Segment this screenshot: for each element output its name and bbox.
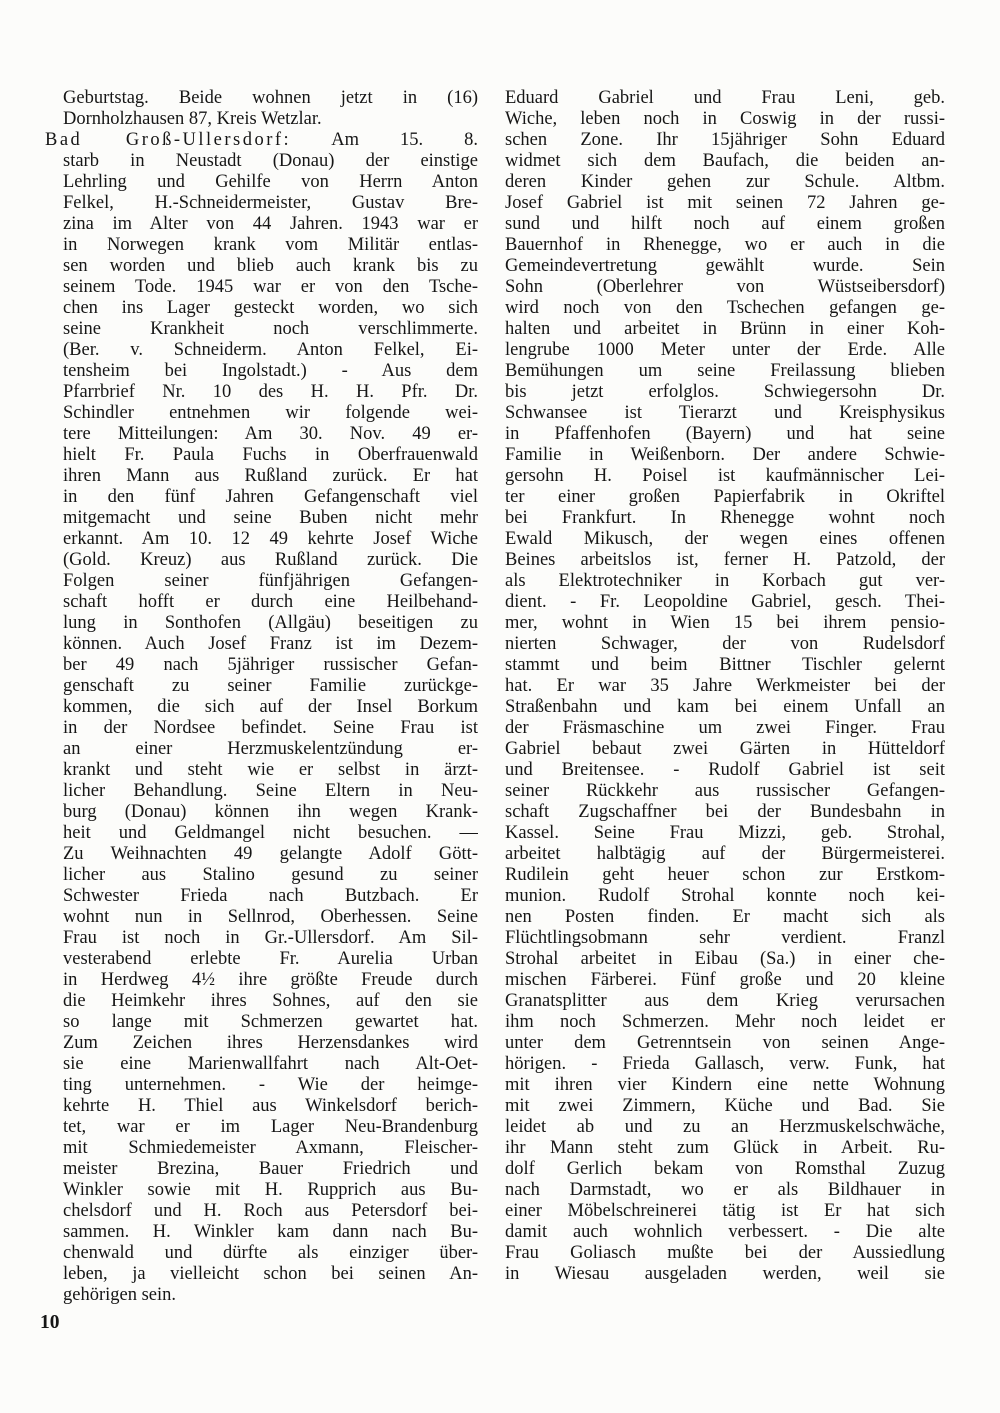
text-line: ber 49 nach 5jähriger russischer Gefan- <box>63 655 478 675</box>
text-line: Bauernhof in Rhenegge, wo er auch in die <box>505 235 945 255</box>
text-line: chenwald und dürfte als einziger über- <box>63 1243 478 1263</box>
entry-heading: Bad Groß-Ullersdorf: <box>45 130 292 150</box>
text-line: ter einer großen Papierfabrik in Okriftel <box>505 487 945 507</box>
text-line: Beines arbeitslos ist, ferner H. Patzold, der <box>505 550 945 570</box>
text-line: tet, war er im Lager Neu-Brandenburg <box>63 1117 478 1137</box>
text-line: hielt Fr. Paula Fuchs in Oberfrauenwald <box>63 445 478 465</box>
text-line: Lehrling und Gehilfe von Herrn Anton <box>63 172 478 192</box>
text-line: Schindler entnehmen wir folgende wei- <box>63 403 478 423</box>
text-line: nach Darmstadt, wo er als Bildhauer in <box>505 1180 945 1200</box>
text-line: seiner Rückkehr aus russischer Gefangen- <box>505 781 945 801</box>
text-line: stammt und beim Bittner Tischler gelernt <box>505 655 945 675</box>
text-line: ihr Mann steht zum Glück in Arbeit. Ru- <box>505 1138 945 1158</box>
text-line: ting unternehmen. - Wie der heimge- <box>63 1075 478 1095</box>
text-line: Straßenbahn und kam bei einem Unfall an <box>505 697 945 717</box>
text-line: ihm noch Schmerzen. Mehr noch leidet er <box>505 1012 945 1032</box>
continuation-paragraph <box>63 88 478 130</box>
text-line: arbeitet halbtägig auf der Bürgermeisterei. <box>505 844 945 864</box>
text-line: Zum Zeichen ihres Herzensdankes wird <box>63 1033 478 1053</box>
text-line: hörigen. - Frieda Gallasch, verw. Funk, hat <box>505 1054 945 1074</box>
text-line: mit zwei Zimmern, Küche und Bad. Sie <box>505 1096 945 1116</box>
text-line: deren Kinder gehen zur Schule. Altbm. <box>505 172 945 192</box>
text-line: leben, ja vielleicht schon bei seinen An- <box>63 1264 478 1284</box>
text-line: burg (Donau) können ihn wegen Krank- <box>63 802 478 822</box>
text-line: lengrube 1000 Meter unter der Erde. Alle <box>505 340 945 360</box>
text-line: ihren Mann aus Rußland zurück. Er hat <box>63 466 478 486</box>
text-line: mer, wohnt in Wien 15 bei ihrem pensio- <box>505 613 945 633</box>
text-line: zina im Alter von 44 Jahren. 1943 war er <box>63 214 478 234</box>
text-line: die Heimkehr ihres Sohnes, auf den sie <box>63 991 478 1011</box>
text-line: wird noch von den Tschechen gefangen ge- <box>505 298 945 318</box>
text-line: Bemühungen um seine Freilassung blieben <box>505 361 945 381</box>
text-line: genschaft zu seiner Familie zurückge- <box>63 676 478 696</box>
text-line: munion. Rudolf Strohal konnte noch kei- <box>505 886 945 906</box>
text-line: krankt und steht wie er selbst in ärzt- <box>63 760 478 780</box>
text-line: Gabriel bebaut zwei Gärten in Hütteldorf <box>505 739 945 759</box>
text-line: Gemeindevertretung gewählt wurde. Sein <box>505 256 945 276</box>
text-line: in Wiesau ausgeladen werden, weil sie <box>505 1264 945 1284</box>
text-line: vesterabend erlebte Fr. Aurelia Urban <box>63 949 478 969</box>
text-line: Geburtstag. Beide wohnen jetzt in (16) <box>63 88 478 108</box>
text-line: mit Schmiedemeister Axmann, Fleischer- <box>63 1138 478 1158</box>
text-line: mischen Färberei. Fünf große und 20 kleine <box>505 970 945 990</box>
text-line: sie eine Marienwallfahrt nach Alt-Oet- <box>63 1054 478 1074</box>
entry-paragraph <box>45 130 478 1306</box>
text-line: Flüchtlingsobmann sehr verdient. Franzl <box>505 928 945 948</box>
entry-first-line <box>45 130 478 151</box>
text-line: Kassel. Seine Frau Mizzi, geb. Strohal, <box>505 823 945 843</box>
text-line: in Herdweg 4½ ihre größte Freude durch <box>63 970 478 990</box>
text-line: tere Mitteilungen: Am 30. Nov. 49 er- <box>63 424 478 444</box>
text-line: licher Behandlung. Seine Eltern in Neu- <box>63 781 478 801</box>
text-line: Familie in Weißenborn. Der andere Schwie- <box>505 445 945 465</box>
page-number: 10 <box>40 1312 60 1333</box>
text-line: Zu Weihnachten 49 gelangte Adolf Gött- <box>63 844 478 864</box>
text-line: tensheim bei Ingolstadt.) - Aus dem <box>63 361 478 381</box>
text-line: sund und hilft noch auf einem großen <box>505 214 945 234</box>
text-line: dient. - Fr. Leopoldine Gabriel, gesch. Thei- <box>505 592 945 612</box>
text-line: wohnt nun in Sellnrod, Oberhessen. Seine <box>63 907 478 927</box>
text-line: Dornholzhausen 87, Kreis Wetzlar. <box>63 109 322 129</box>
text-line: an einer Herzmuskelentzündung er- <box>63 739 478 759</box>
text-line: schaft hofft er durch eine Heilbehand- <box>63 592 478 612</box>
text-line: seinem Tode. 1945 war er von den Tsche- <box>63 277 478 297</box>
text-line: Wiche, leben noch in Coswig in der russi- <box>505 109 945 129</box>
text-line: der Fräsmaschine um zwei Finger. Frau <box>505 718 945 738</box>
text-line: leidet ab und zu an Herzmuskelschwäche, <box>505 1117 945 1137</box>
text-line: Strohal arbeitet in Eibau (Sa.) in einer che- <box>505 949 945 969</box>
text-line: unter dem Getrenntsein von seinen Ange- <box>505 1033 945 1053</box>
text-line: Frau ist noch in Gr.-Ullersdorf. Am Sil- <box>63 928 478 948</box>
text-line: nierten Schwager, der von Rudelsdorf <box>505 634 945 654</box>
text-line: Winkler sowie mit H. Rupprich aus Bu- <box>63 1180 478 1200</box>
text-line: schaft Zugschaffner bei der Bundesbahn in <box>505 802 945 822</box>
text-line: Josef Gabriel ist mit seinen 72 Jahren ge- <box>505 193 945 213</box>
text-line: hat. Er war 35 Jahre Werkmeister bei der <box>505 676 945 696</box>
text-line: chen ins Lager gesteckt worden, wo sich <box>63 298 478 318</box>
text-line: starb in Neustadt (Donau) der einstige <box>63 151 478 171</box>
text-line: kommen, die sich auf der Insel Borkum <box>63 697 478 717</box>
text-line: Felkel, H.-Schneidermeister, Gustav Bre- <box>63 193 478 213</box>
text-line: Frau Goliasch mußte bei der Aussiedlung <box>505 1243 945 1263</box>
text-line: so lange mit Schmerzen gewartet hat. <box>63 1012 478 1032</box>
text-line: erkannt. Am 10. 12 49 kehrte Josef Wiche <box>63 529 478 549</box>
text-line: heit und Geldmangel nicht besuchen. — <box>63 823 478 843</box>
entry-body <box>63 151 478 1306</box>
text-line: in Pfaffenhofen (Bayern) und hat seine <box>505 424 945 444</box>
text-line: lung in Sonthofen (Allgäu) beseitigen zu <box>63 613 478 633</box>
text-line: Folgen seiner fünfjährigen Gefangen- <box>63 571 478 591</box>
text-line: bis jetzt erfolglos. Schwiegersohn Dr. <box>505 382 945 402</box>
text-line: licher aus Stalino gesund zu seiner <box>63 865 478 885</box>
text-line: mitgemacht und seine Buben nicht mehr <box>63 508 478 528</box>
text-line: dolf Gerlich bekam von Romsthal Zuzug <box>505 1159 945 1179</box>
text-line: bei Frankfurt. In Rhenegge wohnt noch <box>505 508 945 528</box>
left-column <box>45 88 478 1306</box>
text-line: Schwester Frieda nach Butzbach. Er <box>63 886 478 906</box>
text-line: und Breitensee. - Rudolf Gabriel ist seit <box>505 760 945 780</box>
text-line: Schwansee ist Tierarzt und Kreisphysikus <box>505 403 945 423</box>
text-line: in der Nordsee befindet. Seine Frau ist <box>63 718 478 738</box>
text-line: chelsdorf und H. Roch aus Petersdorf bei- <box>63 1201 478 1221</box>
text-line: Granatsplitter aus dem Krieg verursachen <box>505 991 945 1011</box>
text-line: Eduard Gabriel und Frau Leni, geb. <box>505 88 945 108</box>
text-line: Sohn (Oberlehrer von Wüstseibersdorf) <box>505 277 945 297</box>
text-line: in den fünf Jahren Gefangenschaft viel <box>63 487 478 507</box>
text-line: Ewald Mikusch, der wegen eines offenen <box>505 529 945 549</box>
text-line: einer Möbelschreinerei tätig ist Er hat sich <box>505 1201 945 1221</box>
text-line: in Norwegen krank vom Militär entlas- <box>63 235 478 255</box>
text-line: seine Krankheit noch verschlimmerte. <box>63 319 478 339</box>
text-line: gehörigen sein. <box>63 1285 177 1305</box>
text-line: gersohn H. Poisel ist kaufmännischer Lei- <box>505 466 945 486</box>
text-line: als Elektrotechniker in Korbach gut ver- <box>505 571 945 591</box>
text-line: damit auch wohnlich verbessert. - Die alte <box>505 1222 945 1242</box>
text-line: halten und arbeitet in Brünn in einer Koh- <box>505 319 945 339</box>
text-line: sen worden und blieb auch krank bis zu <box>63 256 478 276</box>
text-line: schen Zone. Ihr 15jähriger Sohn Eduard <box>505 130 945 150</box>
text-line: widmet sich dem Baufach, die beiden an- <box>505 151 945 171</box>
text-line: (Ber. v. Schneiderm. Anton Felkel, Ei- <box>63 340 478 360</box>
text-line: nen Posten finden. Er macht sich als <box>505 907 945 927</box>
text-line: sammen. H. Winkler kam dann nach Bu- <box>63 1222 478 1242</box>
text-line: (Gold. Kreuz) aus Rußland zurück. Die <box>63 550 478 570</box>
text-line: meister Brezina, Bauer Friedrich und <box>63 1159 478 1179</box>
text-line: Rudilein geht heuer schon zur Erstkom- <box>505 865 945 885</box>
text-line: mit ihren vier Kindern eine nette Wohnung <box>505 1075 945 1095</box>
text-columns <box>45 88 945 1306</box>
entry-heading-rest: Am 15. 8. <box>331 130 478 150</box>
text-line: Pfarrbrief Nr. 10 des H. H. Pfr. Dr. <box>63 382 478 402</box>
right-column <box>505 88 945 1306</box>
text-line: können. Auch Josef Franz ist im Dezem- <box>63 634 478 654</box>
text-line: kehrte H. Thiel aus Winkelsdorf berich- <box>63 1096 478 1116</box>
